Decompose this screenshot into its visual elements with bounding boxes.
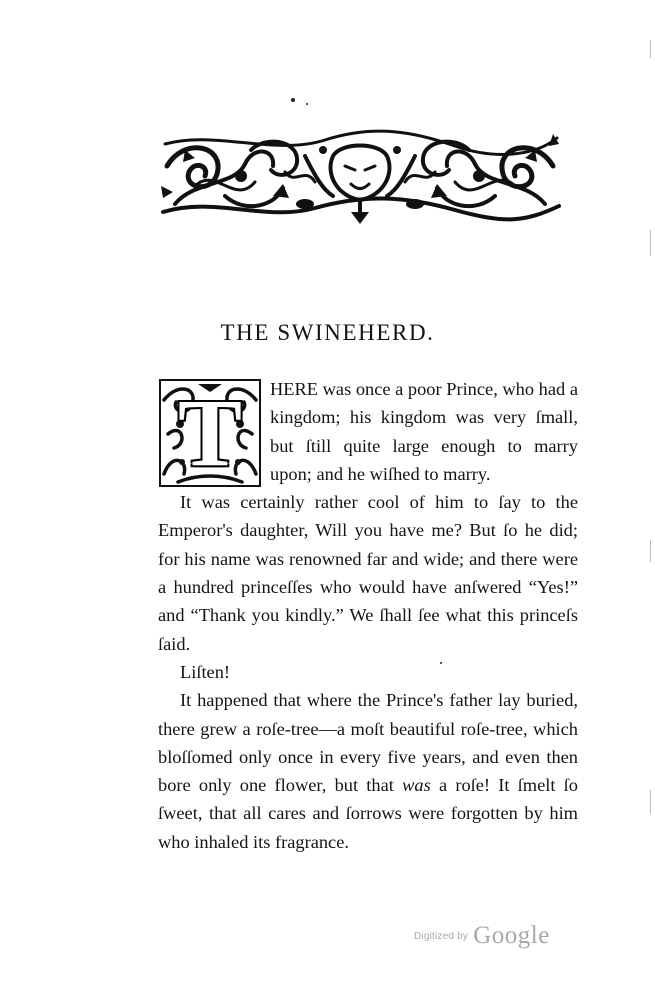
page-edge-mark bbox=[650, 540, 651, 562]
google-logo: Google bbox=[473, 922, 550, 949]
first-word: HERE bbox=[270, 379, 319, 399]
ornamental-headpiece bbox=[155, 126, 565, 226]
paragraph-3: Liſten! bbox=[180, 661, 231, 682]
page-edge-mark bbox=[650, 40, 651, 58]
chapter-title: THE SWINEHERD. bbox=[220, 320, 435, 345]
paragraph-2: It was certainly rather cool of him to ſay to the Emperor's daughter, Will you have me? But ſo he did; for his name was renowned far and wide; and there were a hundred princeſſes who would have anſwered “Yes!” and “Thank you kindly.” We ſhall ſee what this princeſs ſaid. bbox=[158, 492, 578, 654]
page-edge-mark bbox=[650, 790, 651, 814]
italic-word: was bbox=[402, 775, 431, 796]
print-speck bbox=[291, 98, 295, 102]
watermark-prefix: Digitized by bbox=[414, 931, 469, 942]
decorated-initial bbox=[158, 378, 262, 488]
page-edge-mark bbox=[650, 230, 651, 256]
paragraph-1-text: was once a poor Prince, who had a kingdom; his kingdom was very ſmall, but ſtill quite large enough to marry upon; and he wiſhed to marry. bbox=[270, 379, 578, 484]
story-text bbox=[158, 375, 578, 856]
paragraph-4 bbox=[158, 686, 578, 856]
digitized-watermark bbox=[414, 922, 550, 950]
paragraph-4-end: a roſe! It ſmelt ſo ſweet, that all cares and ſorrows were forgotten by him who inhaled its fragrance. bbox=[158, 775, 578, 852]
print-speck bbox=[306, 103, 308, 105]
paragraph-4-text: It happened that where the Prince's father lay buried, there grew a roſe-tree—a moſt beautiful roſe-tree, which bloſſomed only once in every five years, and even then bore only one flower, but that bbox=[158, 690, 578, 796]
drop-cap-letter: T bbox=[177, 379, 243, 486]
